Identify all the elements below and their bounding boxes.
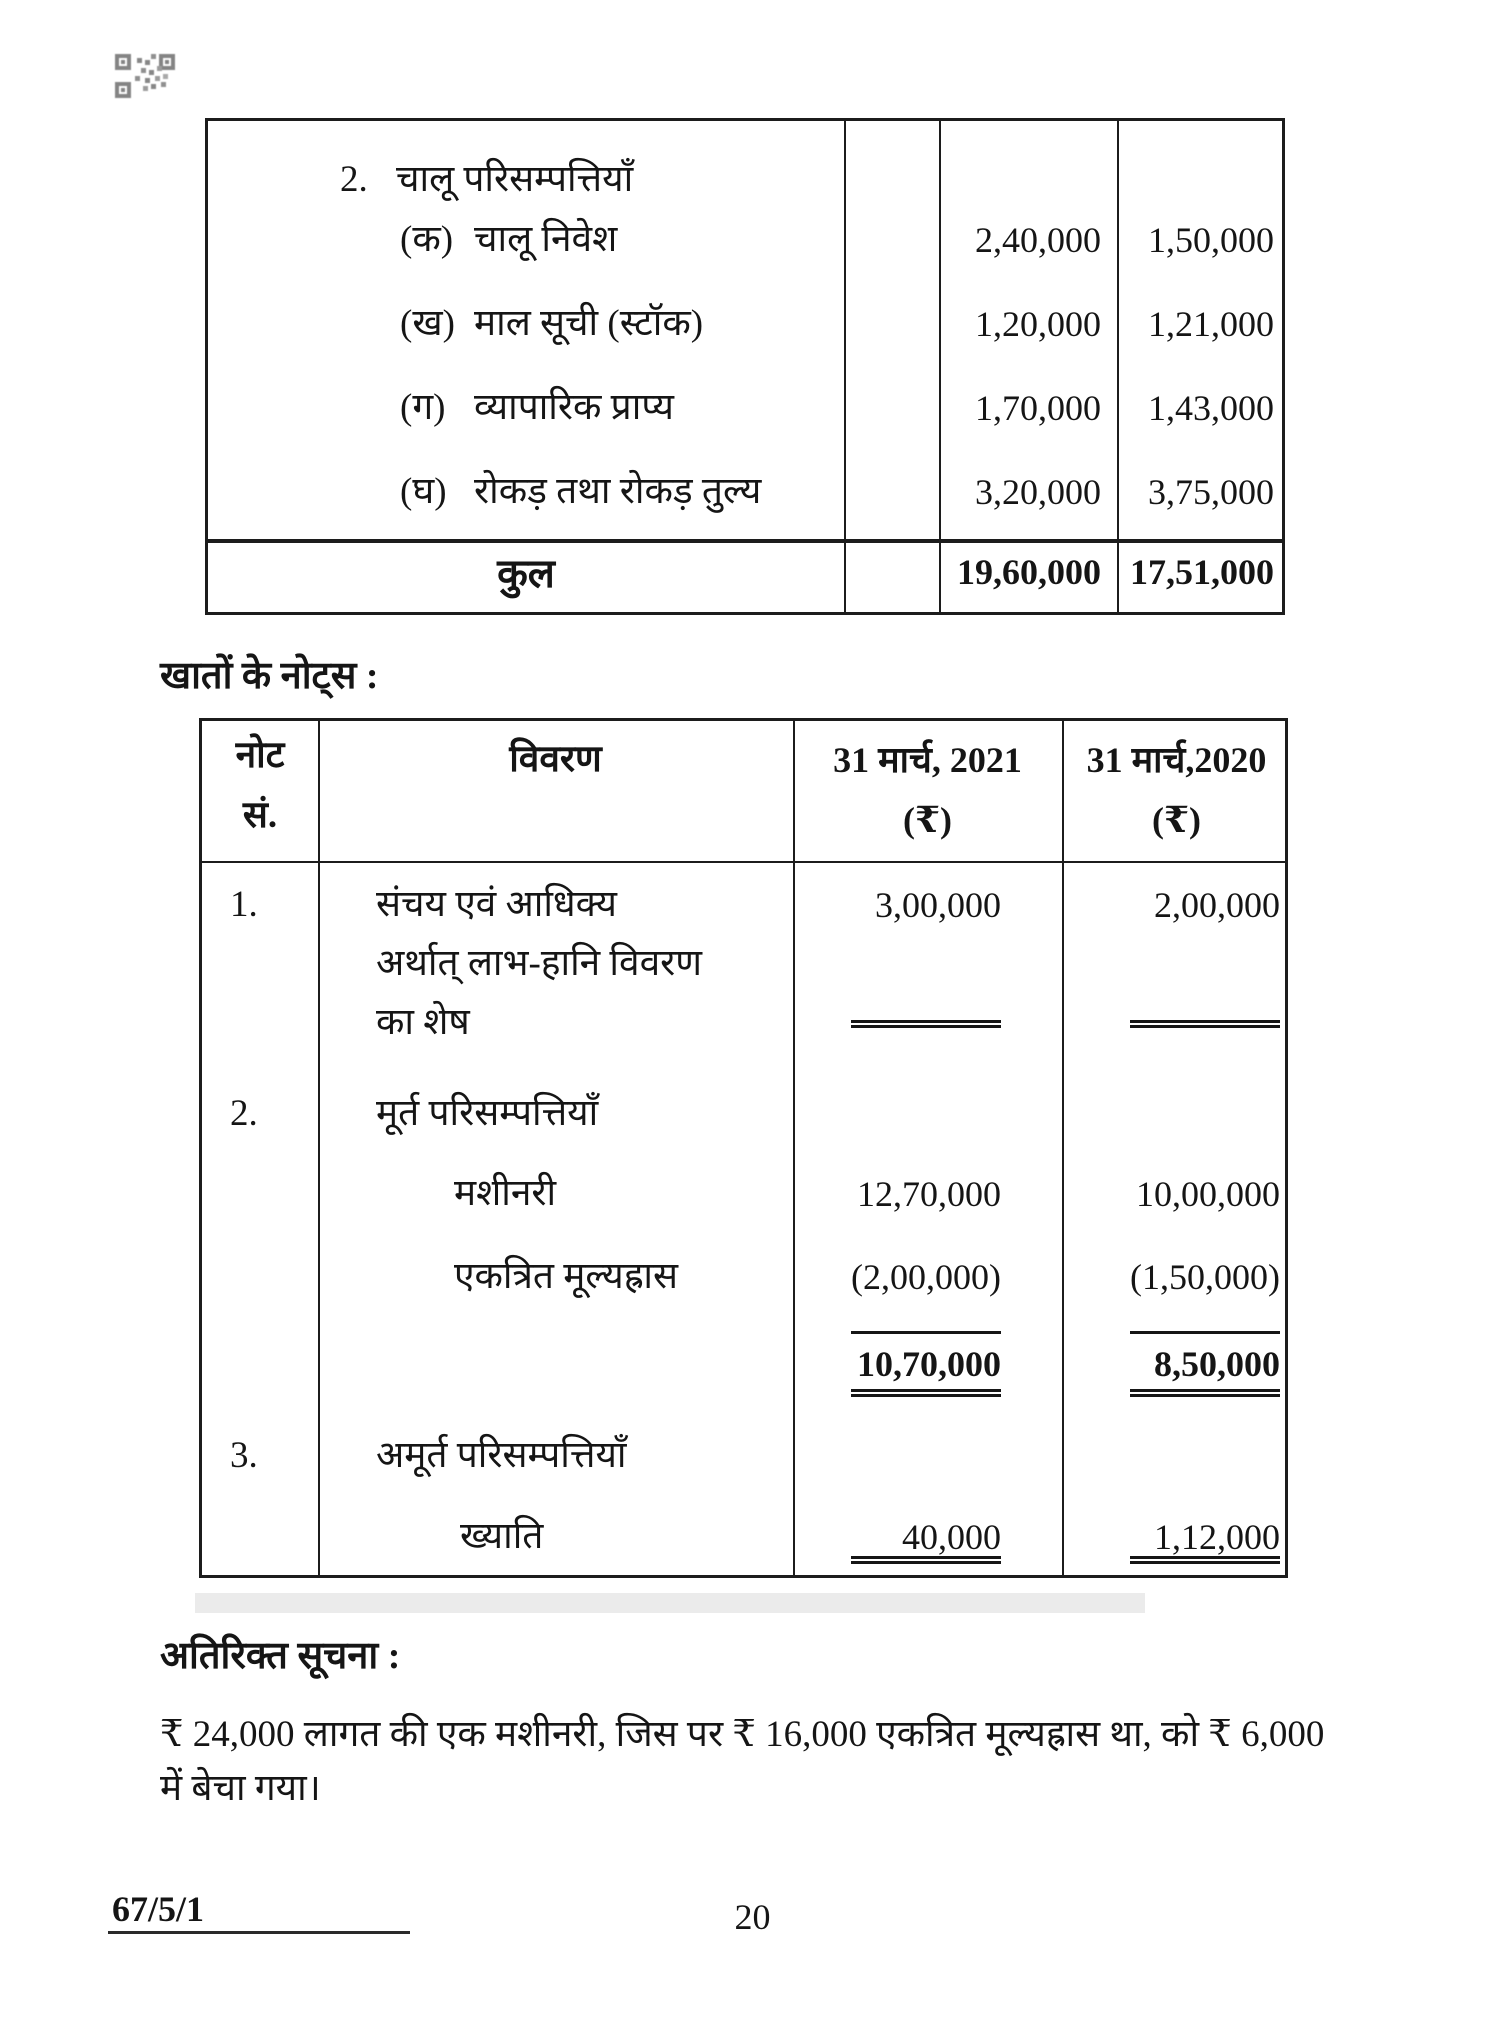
header-note-no-line2: सं. — [242, 795, 278, 836]
note-number: 1. — [230, 884, 258, 925]
row-value-2021: 1,70,000 — [975, 388, 1101, 428]
table-vline — [318, 721, 320, 1575]
double-rule — [851, 1556, 1001, 1564]
qr-finder-icon — [115, 82, 131, 98]
row-value-2021: 3,20,000 — [975, 472, 1101, 512]
table-vline — [1062, 721, 1064, 1575]
header-currency-2020: (₹) — [1151, 800, 1202, 840]
qr-modules — [137, 58, 142, 63]
header-particulars: विवरण — [509, 739, 602, 780]
balance-sheet-table — [205, 118, 1285, 615]
row-label: चालू निवेश — [474, 219, 618, 260]
section-number: 2. — [340, 159, 368, 200]
row-label: रोकड़ तथा रोकड़ तुल्य — [474, 471, 762, 512]
note-number: 2. — [230, 1093, 258, 1134]
double-rule — [851, 1389, 1001, 1397]
note-value-2021: (2,00,000) — [851, 1257, 1001, 1297]
header-col-2020: 31 मार्च,2020 — [1086, 740, 1267, 780]
double-rule — [1130, 1389, 1280, 1397]
additional-info-text: ₹ 24,000 लागत की एक मशीनरी, जिस पर ₹ 16,000 एकत्रित मूल्यह्रास था, को ₹ 6,000 में बेचा गया। — [160, 1714, 1325, 1809]
note-value-2020: 1,12,000 — [1154, 1517, 1280, 1557]
row-label: माल सूची (स्टॉक) — [474, 303, 704, 344]
row-marker: (घ) — [400, 471, 447, 512]
row-value-2021: 1,20,000 — [975, 304, 1101, 344]
row-marker: (ग) — [400, 387, 446, 428]
note-item-label: मशीनरी — [454, 1173, 557, 1214]
row-marker: (क) — [400, 219, 454, 260]
note-value-2020: 10,00,000 — [1136, 1174, 1280, 1214]
header-currency-2021: (₹) — [902, 800, 953, 840]
note-value-2021: 3,00,000 — [875, 885, 1001, 925]
note-line: संचय एवं आधिक्य — [376, 884, 617, 925]
note-value-2020: (1,50,000) — [1130, 1257, 1280, 1297]
qr-code — [113, 40, 177, 104]
total-value-2021: 19,60,000 — [957, 552, 1101, 592]
notes-table — [199, 718, 1288, 1578]
scan-artifact-band — [195, 1593, 1145, 1613]
note-number: 3. — [230, 1435, 258, 1476]
paper-code: 67/5/1 — [112, 1889, 205, 1929]
row-marker: (ख) — [400, 303, 455, 344]
row-value-2020: 1,50,000 — [1148, 220, 1274, 260]
note-item-label: एकत्रित मूल्यह्रास — [454, 1256, 678, 1297]
note-value-2021: 12,70,000 — [857, 1174, 1001, 1214]
qr-finder-icon — [115, 54, 131, 70]
table-vline — [793, 721, 795, 1575]
header-col-2021: 31 मार्च, 2021 — [833, 740, 1022, 780]
section-title: चालू परिसम्पत्तियाँ — [396, 159, 634, 200]
row-value-2020: 3,75,000 — [1148, 472, 1274, 512]
header-separator-line — [202, 861, 1285, 863]
notes-heading: खातों के नोट्स : — [160, 655, 379, 697]
page-number: 20 — [734, 1897, 771, 1937]
header-note-no-line1: नोट — [235, 735, 285, 776]
note-net-2020: 8,50,000 — [1154, 1344, 1280, 1384]
single-rule — [1130, 1331, 1280, 1334]
double-rule — [1130, 1020, 1280, 1028]
note-line: अर्थात् लाभ-हानि विवरण — [376, 943, 703, 984]
note-value-2020: 2,00,000 — [1154, 885, 1280, 925]
row-value-2021: 2,40,000 — [975, 220, 1101, 260]
note-value-2021: 40,000 — [902, 1517, 1001, 1557]
note-title: मूर्त परिसम्पत्तियाँ — [376, 1093, 599, 1134]
total-label: कुल — [497, 551, 555, 596]
additional-info-heading: अतिरिक्त सूचना : — [160, 1635, 401, 1677]
note-item-label: ख्याति — [460, 1516, 544, 1557]
single-rule — [851, 1331, 1001, 1334]
total-separator-line — [208, 539, 1282, 543]
qr-finder-icon — [159, 54, 175, 70]
double-rule — [1130, 1556, 1280, 1564]
row-value-2020: 1,21,000 — [1148, 304, 1274, 344]
double-rule — [851, 1020, 1001, 1028]
note-line: का शेष — [376, 1002, 470, 1043]
row-value-2020: 1,43,000 — [1148, 388, 1274, 428]
total-value-2020: 17,51,000 — [1130, 552, 1274, 592]
note-net-2021: 10,70,000 — [857, 1344, 1001, 1384]
note-title: अमूर्त परिसम्पत्तियाँ — [376, 1435, 627, 1476]
row-label: व्यापारिक प्राप्य — [474, 387, 674, 428]
